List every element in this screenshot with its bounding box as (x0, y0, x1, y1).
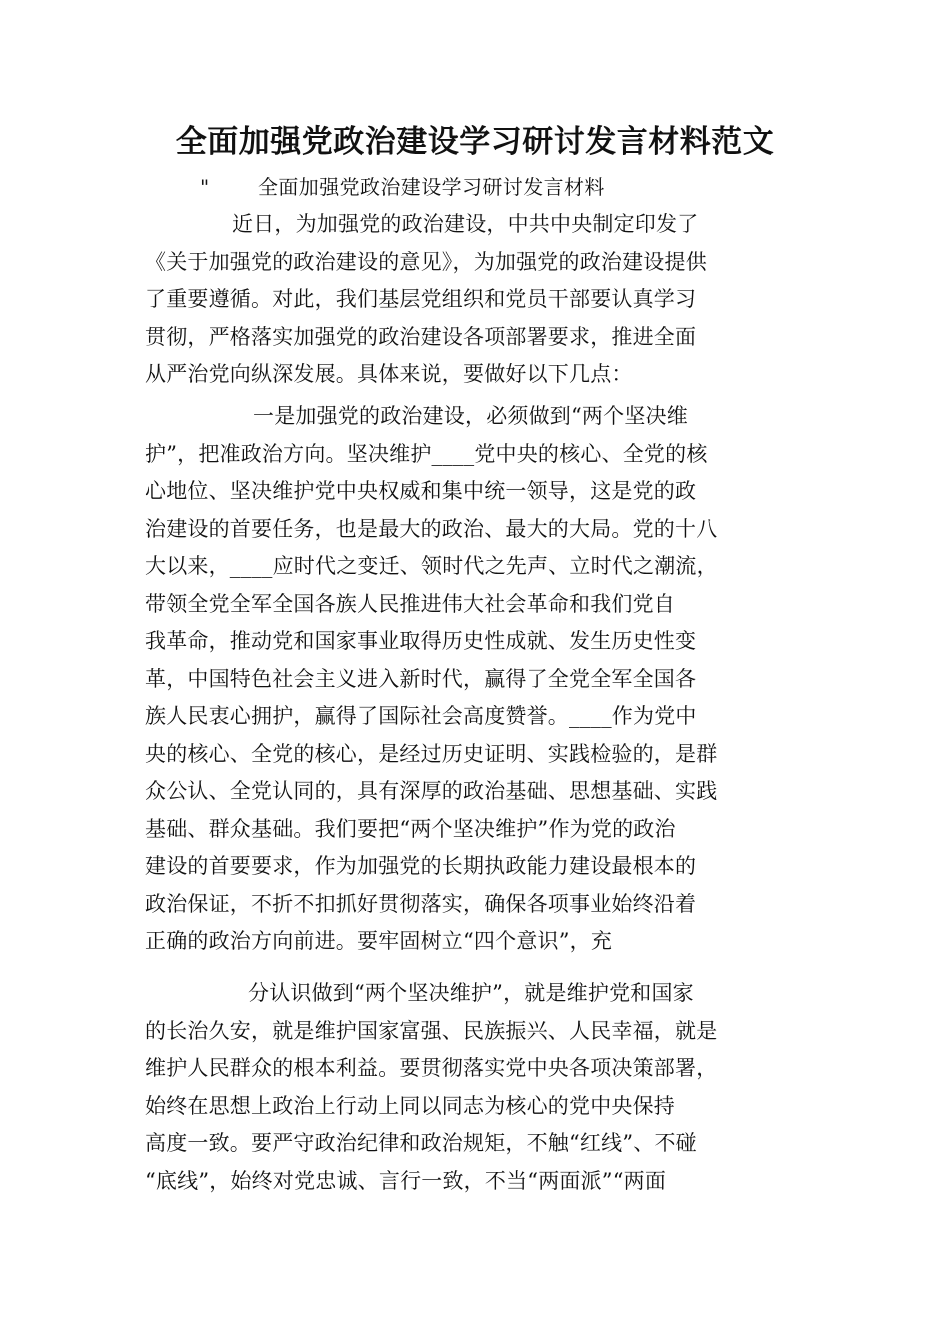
paragraph-3 (145, 975, 815, 1200)
text-line: 族人民衷心拥护，赢得了国际社会高度赞誉。____作为党中 (145, 704, 697, 728)
text-line: 护”，把准政治方向。坚决维护____党中央的核心、全党的核 (145, 441, 708, 466)
text-line: 革，中国特色社会主义进入新时代，赢得了全党全军全国各 (145, 666, 697, 691)
paragraph-1 (145, 206, 815, 394)
paragraph-2 (145, 398, 815, 961)
text-line: 带领全党全军全国各族人民推进伟大社会革命和我们党自 (145, 591, 675, 616)
text-line: 近日，为加强党的政治建设，中共中央制定印发了 (232, 212, 699, 236)
text-line: 心地位、坚决维护党中央权威和集中统一领导，这是党的政 (145, 479, 697, 503)
text-line: 央的核心、全党的核心，是经过历史证明、实践检验的，是群 (145, 741, 718, 766)
subtitle-row (0, 170, 950, 204)
text-line: 基础、群众基础。我们要把“两个坚决维护”作为党的政治 (145, 816, 676, 841)
text-line: 大以来，____应时代之变迁、领时代之先声、立时代之潮流， (145, 554, 718, 578)
document-subtitle: 全面加强党政治建设学习研讨发言材料 (258, 175, 605, 199)
text-line: 维护人民群众的根本利益。要贯彻落实党中央各项决策部署， (145, 1056, 718, 1080)
text-line: 高度一致。要严守政治纪律和政治规矩，不触“红线”、不碰 (145, 1131, 697, 1155)
text-line: 建设的首要要求，作为加强党的长期执政能力建设最根本的 (145, 854, 697, 878)
subtitle-quote-mark: " (200, 175, 210, 199)
text-line: 《关于加强党的政治建设的意见》，为加强党的政治建设提供 (145, 249, 707, 274)
text-line: 一是加强党的政治建设，必须做到“两个坚决维 (253, 404, 688, 428)
text-line: “底线”，始终对党忠诚、言行一致，不当“两面派”“两面 (145, 1168, 667, 1193)
text-line: 正确的政治方向前进。要牢固树立“四个意识”，充 (145, 929, 613, 953)
text-line: 治建设的首要任务，也是最大的政治、最大的大局。党的十八 (145, 516, 718, 541)
text-line: 从严治党向纵深发展。具体来说，要做好以下几点： (145, 362, 633, 386)
text-line: 的长治久安，就是维护国家富强、民族振兴、人民幸福，就是 (145, 1018, 718, 1043)
text-line: 我革命，推动党和国家事业取得历史性成就、发生历史性变 (145, 629, 697, 653)
text-line: 了重要遵循。对此，我们基层党组织和党员干部要认真学习 (145, 287, 697, 311)
text-line: 分认识做到“两个坚决维护”，就是维护党和国家 (248, 981, 694, 1005)
text-line: 始终在思想上政治上行动上同以同志为核心的党中央保持 (145, 1093, 675, 1118)
text-line: 政治保证，不折不扣抓好贯彻落实，确保各项事业始终沿着 (145, 891, 697, 916)
text-line: 贯彻，严格落实加强党的政治建设各项部署要求，推进全面 (145, 324, 697, 349)
text-line: 众公认、全党认同的，具有深厚的政治基础、思想基础、实践 (145, 779, 718, 803)
document-title: 全面加强党政治建设学习研讨发言材料范文 (175, 124, 775, 160)
